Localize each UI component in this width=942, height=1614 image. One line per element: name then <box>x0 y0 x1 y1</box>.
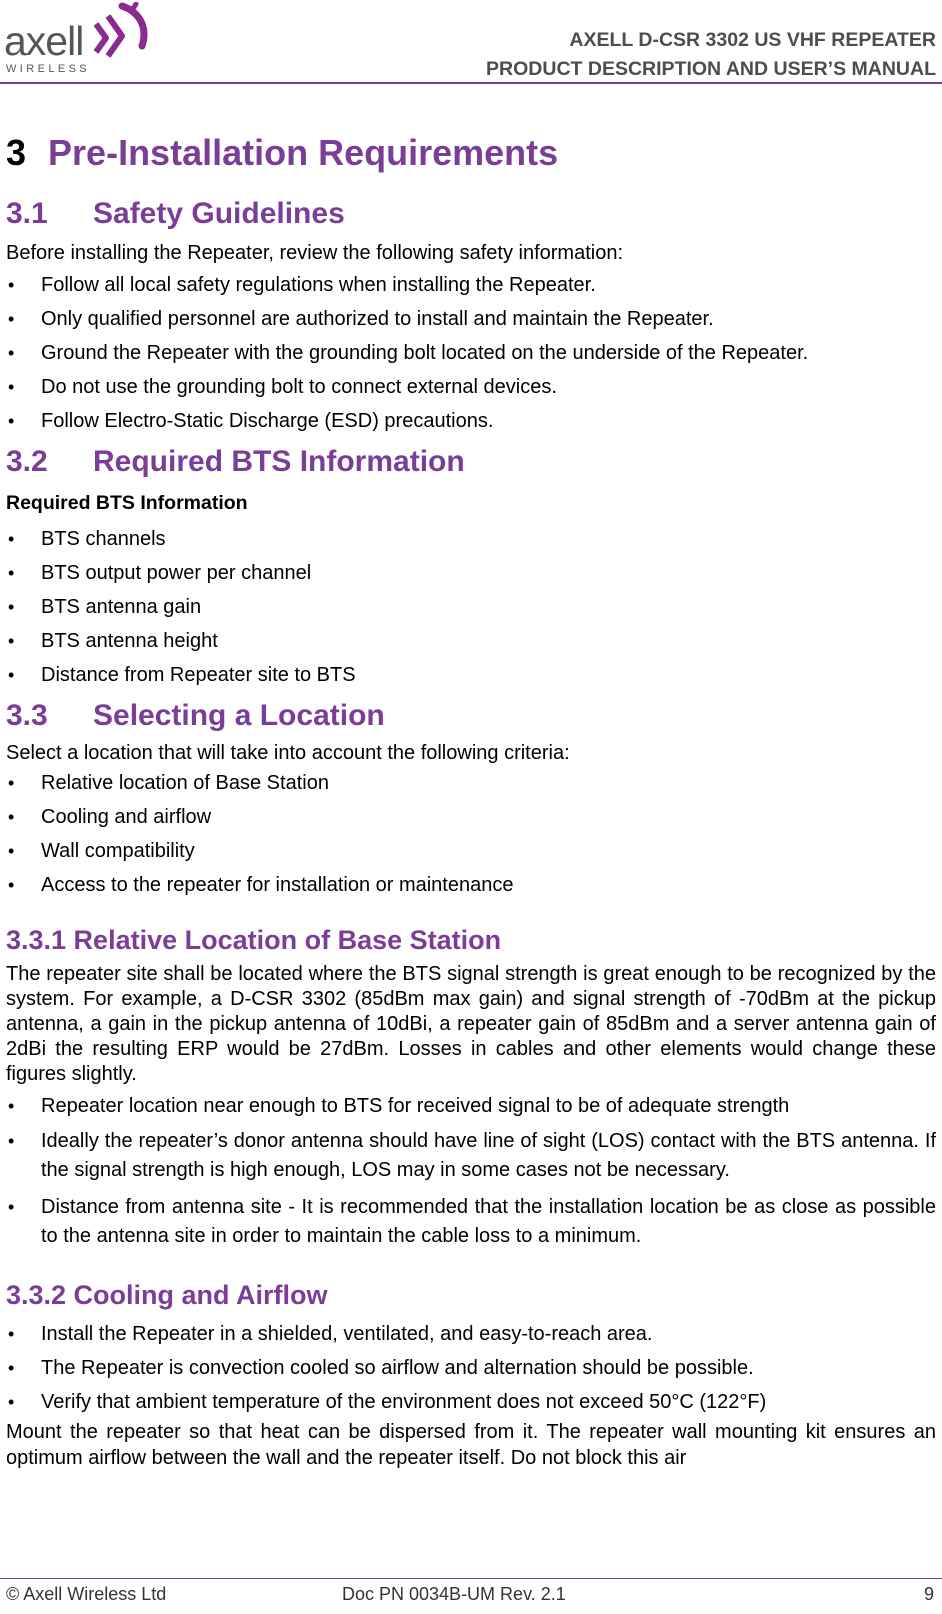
list-item: • Ideally the repeater’s donor antenna should have line of sight (LOS) contact with the BTS antenna. If the signal strength is high enough, LOS may in some cases not be necessary. <box>6 1127 936 1185</box>
list-item: • Ground the Repeater with the grounding bolt located on the underside of the Repeater. <box>6 340 936 366</box>
list-item: • Do not use the grounding bolt to connect external devices. <box>6 374 936 400</box>
list-item: • The Repeater is convection cooled so airflow and alternation should be possible. <box>6 1355 936 1381</box>
list-item: • BTS channels <box>6 526 936 552</box>
list-item: • Repeater location near enough to BTS for received signal to be of adequate strength <box>6 1093 936 1119</box>
logo-subtext: WIRELESS <box>6 63 91 75</box>
section-number: 3.2 <box>6 445 48 478</box>
list-item: • Only qualified personnel are authorized to install and maintain the Repeater. <box>6 306 936 332</box>
page-header <box>0 0 942 84</box>
cooling-list <box>6 1321 936 1415</box>
section-title: Safety Guidelines <box>93 197 345 230</box>
header-title-line1: AXELL D-CSR 3302 US VHF REPEATER <box>569 29 936 51</box>
list-item: • Install the Repeater in a shielded, ventilated, and easy-to-reach area. <box>6 1321 936 1347</box>
list-item: • Distance from Repeater site to BTS <box>6 662 936 688</box>
header-title <box>486 26 936 84</box>
header-divider <box>0 82 942 84</box>
list-item: • Cooling and airflow <box>6 804 936 830</box>
section-number: 3.3 <box>6 699 48 732</box>
cooling-paragraph: Mount the repeater so that heat can be dispersed from it. The repeater wall mounting kit ensures an optimum airflow between the wall and the repeater itself. Do not block this air <box>6 1421 936 1469</box>
subsection-3-3-1-heading: 3.3.1 Relative Location of Base Station <box>6 925 502 955</box>
bts-list <box>6 526 936 688</box>
section-title: Selecting a Location <box>93 699 385 732</box>
footer-divider <box>0 1578 942 1579</box>
location-list <box>6 770 936 898</box>
location-intro: Select a location that will take into account the following criteria: <box>6 742 570 764</box>
list-item: • Verify that ambient temperature of the environment does not exceed 50°C (122°F) <box>6 1389 936 1415</box>
list-item: • Access to the repeater for installation or maintenance <box>6 872 936 898</box>
section-3-1-heading <box>6 190 936 238</box>
list-item: • Relative location of Base Station <box>6 770 936 796</box>
list-item: • Follow Electro-Static Discharge (ESD) precautions. <box>6 408 936 434</box>
list-item: • Wall compatibility <box>6 838 936 864</box>
logo-wordmark: axell <box>4 18 84 64</box>
footer-doc-number: Doc PN 0034B-UM Rev. 2.1 <box>342 1584 566 1604</box>
chapter-number: 3 <box>6 132 27 173</box>
chapter-title: Pre-Installation Requirements <box>48 132 559 173</box>
safety-list <box>6 272 936 434</box>
footer-copyright: © Axell Wireless Ltd <box>6 1584 167 1604</box>
list-item: • Follow all local safety regulations when installing the Repeater. <box>6 272 936 298</box>
footer-page-number: 9 <box>923 1584 934 1604</box>
list-item: • BTS antenna height <box>6 628 936 654</box>
list-item: • BTS output power per channel <box>6 560 936 586</box>
section-title: Required BTS Information <box>93 445 465 478</box>
section-3-2-heading <box>6 438 936 486</box>
list-item: • Distance from antenna site - It is recommended that the installation location be as close as possible to the antenna site in order to maintain the cable loss to a minimum. <box>6 1193 936 1251</box>
chapter-heading <box>6 132 936 190</box>
base-station-list <box>6 1093 936 1251</box>
logo-chevron-icon <box>92 2 152 62</box>
axell-wireless-logo <box>4 2 154 78</box>
section-3-3-heading <box>6 692 936 740</box>
safety-intro: Before installing the Repeater, review the following safety information: <box>6 242 624 264</box>
list-item: • BTS antenna gain <box>6 594 936 620</box>
subsection-3-3-2-heading: 3.3.2 Cooling and Airflow <box>6 1280 328 1310</box>
base-station-paragraph: The repeater site shall be located where the BTS signal strength is great enough to be recognized by the system. For example, a D-CSR 3302 (85dBm max gain) and signal strength of -70dBm at the pickup antenna, a gain in the pickup antenna of 10dBi, a repeater gain of 85dBm and a server antenna gain of 2dBi the resulting ERP would be 27dBm. Losses in cables and other elements would change these figures slightly. <box>6 963 936 1085</box>
header-title-line2: PRODUCT DESCRIPTION AND USER’S MANUAL <box>486 58 936 80</box>
bts-label: Required BTS Information <box>6 492 248 514</box>
page-content <box>6 132 936 1471</box>
section-number: 3.1 <box>6 197 48 230</box>
